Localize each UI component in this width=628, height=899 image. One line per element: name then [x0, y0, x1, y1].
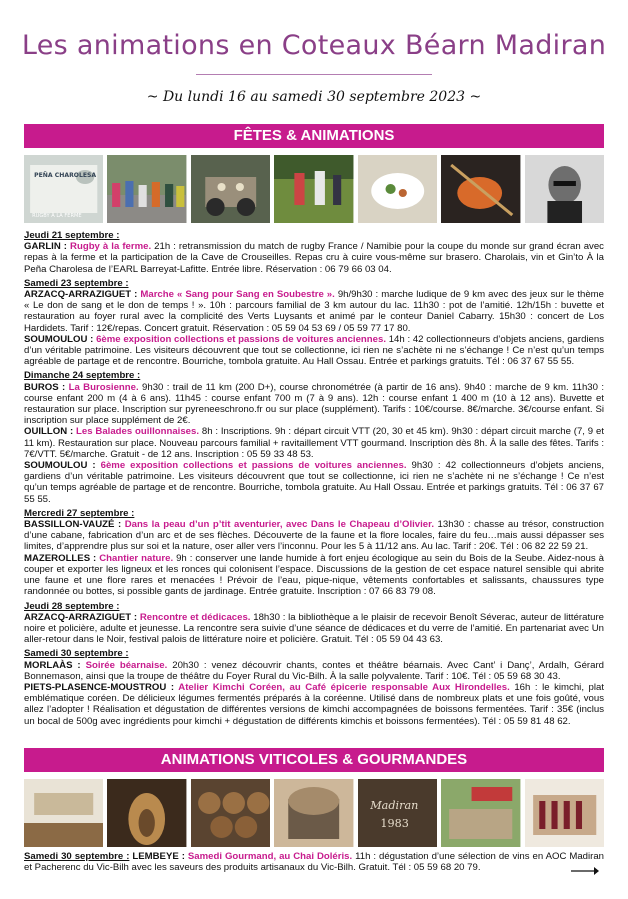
event-location: SOUMOULOU :: [24, 333, 97, 345]
event-title: Chantier nature.: [99, 552, 174, 564]
rugby-logo-photo: [24, 155, 103, 223]
section-banner-viticoles: ANIMATIONS VITICOLES & GOURMANDES: [24, 748, 604, 772]
wine-cellar-photo: [24, 779, 103, 847]
event-entry: [24, 612, 604, 646]
cave-bottles-photo: [274, 779, 353, 847]
event-location: ARZACQ-ARRAZIGUET :: [24, 611, 140, 623]
event-location: MAZEROLLES :: [24, 552, 100, 564]
event-title: Rugby à la ferme.: [70, 241, 152, 253]
cellar-tunnel-photo: [107, 779, 186, 847]
market-stall-photo: [441, 779, 520, 847]
event-text: 21h : retransmission du match de rugby France / Namibie pour la coupe du monde sur grand écran avec repas à la ferme et la participation de la Cave de Crouseilles. Repas cru à cuire vous-même sur brasero. Charolais, vin et Gin’to À la Peña Charolesa de l’EARL Barreyat-Lafitte. Entrée libre. Réservation : 06 79 66 03 04.: [24, 241, 604, 275]
event-entry: [24, 241, 604, 275]
vintage-1983-bottles-photo: [358, 779, 437, 847]
photo-strip-fetes: [24, 155, 604, 223]
day-heading: Jeudi 21 septembre :: [24, 230, 120, 241]
wine-rack-photo: [525, 779, 604, 847]
event-text: 13h30 : chasse au trésor, construction d’une cabane, fabrication d’un arc et de ses flèches. Découverte de la faune et la flore locales, faire du feu…mais aussi dépasser ses limites, d’apprendre plus sur soi et la nature, oser aller vers l’inconnu. Pour les 5 à 11/12 ans. Au lac. Tarif : 20€. Tél : 06 82 22 59 21.: [24, 519, 604, 553]
event-entry: [24, 289, 604, 334]
event-text: 9h30 : 42 collectionneurs d’objets anciens, gardiens d’un véritable patrimoine. Les visiteurs découvrent que tout se collectionne, ici rien ne s’achète ni ne s’échange ! Ce n’est qu’un temps agréable de partage et de rencontre. Bourriche, tombola gratuite. Au Hall Ossau. Entrée et parkings gratuits. Tél : 06 37 67 55 55.: [24, 460, 604, 505]
event-location: OUILLON :: [24, 426, 77, 438]
event-title: Marche « Sang pour Sang en Soubestre ».: [140, 289, 335, 301]
day-heading: Mercredi 27 septembre :: [24, 507, 135, 519]
event-text: 9h/9h30 : marche ludique de 9 km avec des jeux sur le thème « Le don de sang et le don de temps ! ». 10h : parcours familial de 3 km autour du lac. 11h30 : pot de l’amitié. 12h/15h : buvette et restauration au foyer rural avec la complicité des Verts Luysants et animé par le conteur Daniel Cabarry. 15h30 : concert de Los Hardidets. Tarif : 12€/repas. Concert gratuit. Réservation : 05 59 04 53 69 / 05 59 77 17 80.: [24, 289, 604, 334]
runners-photo: [107, 155, 186, 223]
event-title: 6ème exposition collections et passions de voitures anciennes.: [100, 460, 407, 472]
event-title: Soirée béarnaise.: [85, 659, 168, 671]
date-subtitle: ~ Du lundi 16 au samedi 30 septembre 2023 ~: [146, 89, 482, 105]
event-title: Dans la peau d’un p’tit aventurier, avec Dans le Chapeau d’Olivier.: [124, 519, 435, 531]
photo-strip-viticoles: [24, 779, 604, 847]
event-location: BUROS :: [24, 381, 69, 393]
event-entry: [24, 851, 604, 873]
event-entry: [24, 334, 604, 368]
people-field-photo: [274, 155, 353, 223]
event-location: LEMBEYE :: [129, 851, 188, 862]
event-text: 16h : le kimchi, plat emblématique coréen. De délicieux légumes fermentés préparés à la coréenne. Utilisé dans de nombreux plats et une fois goûté, vous allez l’adopter ! Réalisation et dégustation de différentes versions de kimchi accompagnées de boissons fermentées. Tarif : 35€ (inclus un bocal de 500g avec ingrédients pour kimchi + dégustation de différents kimchis et boissons fermentées). Tél : 05 59 81 48 62.: [24, 681, 605, 727]
kimchi-photo: [441, 155, 520, 223]
event-location: SOUMOULOU :: [24, 460, 101, 472]
event-title: 6ème exposition collections et passions de voitures anciennes.: [96, 333, 386, 345]
event-location: GARLIN :: [24, 241, 71, 253]
event-location: ARZACQ-ARRAZIGUET :: [24, 289, 141, 301]
event-title: Samedi Gourmand, au Chai Doléris.: [187, 851, 353, 862]
event-entry: [24, 682, 604, 727]
day-heading: Samedi 30 septembre :: [24, 648, 129, 660]
events-list: [24, 227, 604, 727]
event-title: La Burosienne.: [68, 381, 139, 393]
page-title: Les animations en Coteaux Béarn Madiran: [21, 30, 607, 61]
section-banner-fetes: FÊTES & ANIMATIONS: [24, 124, 604, 148]
viticole-event: [24, 851, 604, 873]
event-entry: [24, 426, 604, 460]
event-text: 9h : conserver une lande humide à fort enjeu écologique au sein du Bois de la Seube. Aidez-nous à couper et exporter les ligneux et les ronces qui colonisent l’espace. Discussions de la gestion de cet espace naturel sensible qui abrite une faune et une flore rares et menacées ! Prévoir de l’eau, pique-nique, vêtements confortables et salissants, chaussures type randonnée ou bottes, si possible gants de jardinage. Entrée gratuite. Inscription : 07 66 83 79 08.: [24, 552, 604, 598]
event-text: 14h : 42 collectionneurs d’objets anciens, gardiens d’un véritable patrimoine. Les visiteurs découvrent que tout se collectionne, ici rien ne s’achète ni ne s’échange ! Ce n’est qu’un temps agréable de partage et de rencontre. Bourriche, tombola gratuite. Au Hall Ossau. Entrée et parkings gratuits. Tél : 06 37 67 55 55.: [24, 333, 605, 368]
next-page-arrow-icon[interactable]: [570, 866, 600, 876]
event-location: PIETS-PLASENCE-MOUSTROU :: [24, 681, 179, 693]
rugby-caption-bottom: RUGBY À LA FERME: [32, 213, 82, 219]
event-entry: [24, 660, 604, 682]
svg-text:Madiran: Madiran: [369, 799, 419, 812]
day-heading: Samedi 30 septembre :: [24, 851, 130, 862]
event-title: Atelier Kimchi Coréen, au Café épicerie responsable Aux Hirondelles.: [178, 681, 510, 693]
event-text: 9h30 : trail de 11 km (200 D+), course chronométrée (à partir de 16 ans). 9h40 : marche de 9 km. 11h30 : course enfant 200 m (4 à 6 ans). 11h45 : course enfant 700 m (7 à 9 ans). 12h : course enfant 1 400 m (10 à 12 ans). Buvette et restauration sur place. Inscription sur pyreneeschrono.fr ou sur place (supplément). Tarifs : 10€/course. 8€/marche. 3€/course enfant. Si inscription sur place supplément de 2€.: [24, 381, 605, 427]
event-entry: [24, 553, 604, 598]
event-title: Les Balades ouillonnaises.: [76, 426, 200, 438]
event-title: Rencontre et dédicaces.: [139, 611, 251, 623]
day-heading: Samedi 23 septembre :: [24, 277, 129, 289]
event-text: 18h30 : la bibliothèque a le plaisir de recevoir Benoît Séverac, auteur de littérature noire et policière, adulte et jeunesse. La rencontre sera suivie d’une séance de dédicaces et du verre de l’amitié. En partenariat avec Un aller-retour dans le Noir, festival palois de littérature noire et policière. Gratuit. Tél : 05 59 04 43 63.: [24, 611, 604, 646]
day-heading: Jeudi 28 septembre :: [24, 600, 120, 612]
event-text: 11h : dégustation d’une sélection de vins en AOC Madiran et Pacherenc du Vic-Bilh avec les saveurs des produits artisanaux du Vic-Bilh. Gratuit. Tél : 05 59 68 20 79.: [24, 851, 604, 874]
event-location: BASSILLON-VAUZÉ :: [24, 519, 125, 531]
title-divider: [196, 74, 432, 75]
event-entry: [24, 460, 604, 505]
event-entry: [24, 382, 604, 427]
svg-text:1983: 1983: [380, 817, 409, 830]
event-entry: [24, 519, 604, 553]
wine-barrels-photo: [191, 779, 270, 847]
vintage-car-photo: [191, 155, 270, 223]
day-heading: Dimanche 24 septembre :: [24, 370, 141, 382]
event-text: 8h : Inscriptions. 9h : départ circuit VTT (20, 30 et 45 km). 9h30 : départ circuit marche (7, 9 et 11 km). Restauration sur place. Nouveau parcours familial + ravitaillement VTT gourmand. Inscription dès 8h. À la salle des fêtes. Tarifs : 7€/VTT. 5€/marche. Gratuit - de 12 ans. Inscription : 05 59 33 48 53.: [24, 426, 604, 460]
food-plate-photo: [358, 155, 437, 223]
rugby-caption-top: PEÑA CHAROLESA: [34, 172, 97, 179]
event-text: 20h30 : venez découvrir chants, contes et théâtre béarnais. Avec Cant’ i Danç’, Ardalh, Gérard Bonnemason, ainsi que la troupe de théâtre du Foyer Rural du Vic-Bilh. À la salle polyvalente. Tarif : 10€. Tél : 05 59 68 30 43.: [24, 659, 604, 682]
author-portrait-photo: [525, 155, 604, 223]
event-location: MORLAÀS :: [24, 659, 86, 671]
